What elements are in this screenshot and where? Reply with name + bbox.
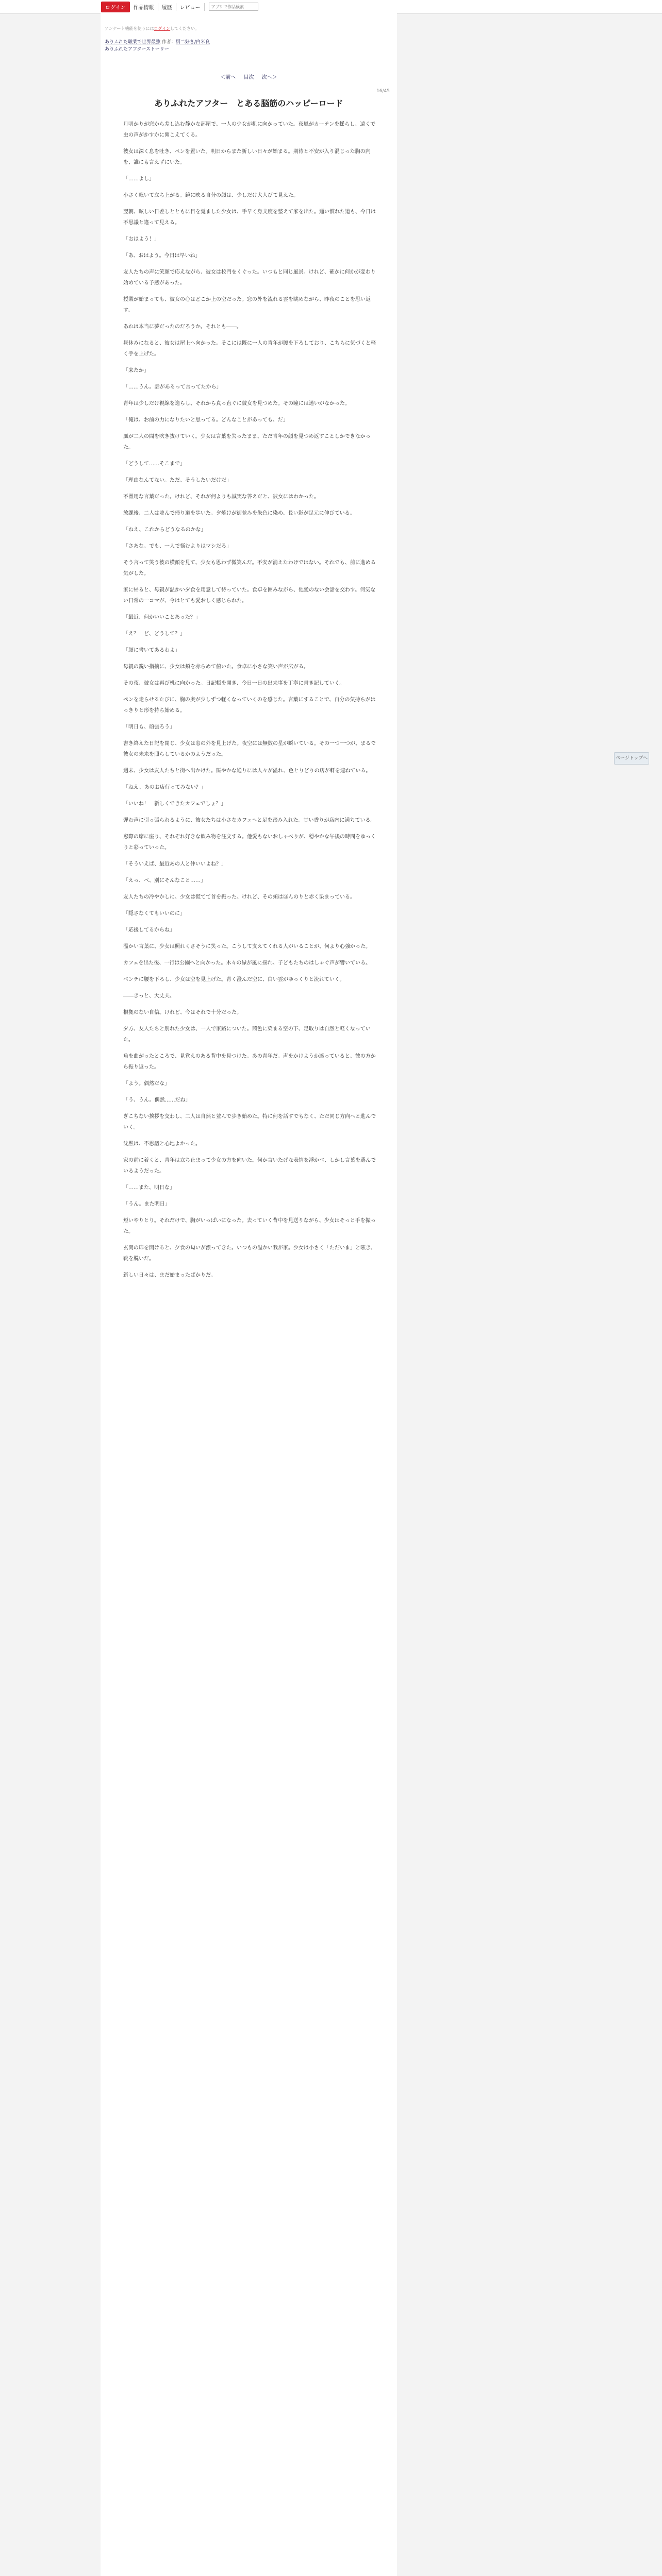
- novel-paragraph: 「……また、明日な」: [123, 1185, 175, 1191]
- nav-item-info[interactable]: 作品情報: [130, 3, 158, 11]
- login-button[interactable]: ログイン: [101, 2, 130, 12]
- novel-paragraph: 「ねえ、これからどうなるのかな」: [123, 527, 206, 533]
- content-wrap: [101, 13, 397, 1286]
- navbar-inner: [101, 2, 258, 11]
- novel-paragraph: 「来たか」: [123, 368, 149, 374]
- novel-paragraph: 「よう。偶然だな」: [123, 1081, 170, 1087]
- novel-paragraph: 昼休みになると、彼女は屋上へ向かった。そこには既に一人の青年が腰を下ろしており、こちらに気づくと軽く手を上げた。: [123, 341, 376, 357]
- novel-paragraph: 夕方、友人たちと別れた少女は、一人で家路についた。茜色に染まる空の下、足取りは自然と軽くなっていた。: [123, 1026, 371, 1043]
- novel-paragraph: 「え？ ど、どうして？」: [123, 631, 185, 637]
- novel-paragraph: 「どうして……そこまで」: [123, 461, 185, 467]
- novel-paragraph: 角を曲がったところで、見覚えのある背中を見つけた。あの青年だ。声をかけようか迷っていると、彼の方から振り返った。: [123, 1054, 376, 1070]
- novel-paragraph: 「うん。また明日」: [123, 1201, 170, 1207]
- novel-paragraph: 短いやりとり。それだけで、胸がいっぱいになった。去っていく背中を見送りながら、少女はそっと手を振った。: [123, 1218, 376, 1234]
- novel-paragraph: 彼女は深く息を吐き、ペンを置いた。明日からまた新しい日々が始まる。期待と不安が入り混じった胸の内を、誰にも言えずにいた。: [123, 149, 371, 165]
- novel-paragraph: ベンチに腰を下ろし、少女は空を見上げた。青く澄んだ空に、白い雲がゆっくりと流れていく。: [123, 977, 345, 982]
- top-navbar: [0, 0, 662, 14]
- novel-paragraph: 弾む声に引っ張られるように、彼女たちは小さなカフェへと足を踏み入れた。甘い香りが店内に満ちている。: [123, 818, 376, 823]
- chapter-pager: [101, 73, 397, 80]
- novel-paragraph: あれは本当に夢だったのだろうか。それとも――。: [123, 324, 242, 330]
- novel-paragraph: 玄関の扉を開けると、夕食の匂いが漂ってきた。いつもの温かい我が家。少女は小さく「ただいま」と呟き、靴を脱いだ。: [123, 1245, 376, 1262]
- novel-paragraph: カフェを出た後、一行は公園へと向かった。木々の緑が風に揺れ、子どもたちのはしゃぐ声が響いている。: [123, 960, 371, 966]
- nav-item-review[interactable]: レビュー: [176, 3, 205, 11]
- novel-paragraph: 沈黙は、不思議と心地よかった。: [123, 1141, 201, 1147]
- novel-paragraph: 授業が始まっても、彼女の心はどこか上の空だった。窓の外を流れる雲を眺めながら、昨夜のことを思い返す。: [123, 297, 371, 313]
- novel-paragraph: 母親の鋭い指摘に、少女は頬を赤らめて俯いた。食卓に小さな笑い声が広がる。: [123, 664, 309, 670]
- novel-paragraph: ――きっと、大丈夫。: [123, 993, 175, 999]
- novel-paragraph: 友人たちの声に笑顔で応えながら、彼女は校門をくぐった。いつもと同じ風景。けれど、確かに何かが変わり始めている予感があった。: [123, 269, 376, 286]
- search-input[interactable]: [209, 3, 258, 11]
- novel-paragraph: 「理由なんてない。ただ、そうしたいだけだ」: [123, 478, 231, 483]
- novel-paragraph: その夜、彼女は再び机に向かった。日記帳を開き、今日一日の出来事を丁寧に書き記していく。: [123, 681, 345, 686]
- novel-paragraph: 窓際の席に座り、それぞれ好きな飲み物を注文する。他愛もないおしゃべりが、穏やかな午後の時間をゆっくりと彩っていった。: [123, 834, 376, 851]
- novel-paragraph: 「俺は、お前の力になりたいと思ってる。どんなことがあっても、だ」: [123, 417, 288, 423]
- series-title-link[interactable]: ありふれた職業で世界最強: [105, 40, 161, 45]
- novel-paragraph: 青年は少しだけ視線を逸らし、それから真っ直ぐに彼女を見つめた。その瞳には迷いがなかった。: [123, 401, 350, 406]
- novel-paragraph: 風が二人の間を吹き抜けていく。少女は言葉を失ったまま、ただ青年の顔を見つめ返すことしかできなかった。: [123, 434, 371, 450]
- novel-paragraph: 週末、少女は友人たちと街へ出かけた。賑やかな通りには人々が溢れ、色とりどりの店が軒を連ねている。: [123, 768, 371, 774]
- novel-paragraph: 「明日も、頑張ろう」: [123, 724, 175, 730]
- novel-paragraph: ペンを走らせるたびに、胸の奥が少しずつ軽くなっていくのを感じた。言葉にすることで、自分の気持ちがはっきりと形を持ち始める。: [123, 697, 376, 714]
- novel-paragraph: 不器用な言葉だった。けれど、それが何よりも誠実な答えだと、彼女にはわかった。: [123, 494, 319, 500]
- notice-suffix: してください。: [170, 26, 200, 31]
- novel-paragraph: 小さく呟いて立ち上がる。鏡に映る自分の顔は、少しだけ大人びて見えた。: [123, 193, 299, 198]
- novel-paragraph: 「おはよう！」: [123, 236, 159, 242]
- novel-paragraph: 書き終えた日記を閉じ、少女は窓の外を見上げた。夜空には無数の星が瞬いている。その一つ一つが、まるで彼女の未来を照らしているかのようだった。: [123, 741, 376, 757]
- nav-item-history[interactable]: 履歴: [158, 3, 176, 11]
- novel-paragraph: 「あ、おはよう。今日は早いね」: [123, 253, 201, 259]
- novel-paragraph: 「さあな。でも、一人で悩むよりはマシだろ」: [123, 544, 231, 549]
- toc-link[interactable]: 目次: [243, 75, 254, 80]
- novel-paragraph: 「ねえ、あのお店行ってみない？」: [123, 785, 206, 790]
- novel-paragraph: 「……うん。話があるって言ってたから」: [123, 384, 222, 390]
- novel-paragraph: 家に帰ると、母親が温かい夕食を用意して待っていた。食卓を囲みながら、他愛のない会話を交わす。何気ない日常の一コマが、今はとても愛おしく感じられた。: [123, 587, 376, 604]
- prev-chapter-link[interactable]: ＜前へ: [220, 75, 236, 80]
- author-link[interactable]: 厨二好き/白米良: [175, 40, 210, 45]
- survey-notice: [101, 13, 397, 31]
- novel-paragraph: 「隠さなくてもいいのに」: [123, 911, 185, 917]
- novel-paragraph: 「う、うん。偶然……だね」: [123, 1097, 191, 1103]
- notice-prefix: アンケート機能を使うには: [105, 26, 154, 31]
- novel-paragraph: 翌朝、眩しい日差しとともに目を覚ました少女は、手早く身支度を整えて家を出た。通い慣れた道も、今日は不思議と違って見える。: [123, 209, 376, 226]
- series-meta: [101, 31, 397, 53]
- novel-paragraph: 月明かりが窓から差し込む静かな部屋で、一人の少女が机に向かっていた。夜風がカーテンを揺らし、遠くで虫の声がかすかに聞こえてくる。: [123, 122, 376, 138]
- novel-paragraph: 「えっ、べ、別にそんなこと……」: [123, 878, 206, 884]
- notice-login-link[interactable]: ログイン: [154, 26, 171, 31]
- novel-paragraph: 「応援してるからね」: [123, 927, 175, 933]
- series-row: [105, 39, 397, 46]
- page-top-button[interactable]: ページトップへ: [614, 752, 649, 765]
- novel-paragraph: 「顔に書いてあるわよ」: [123, 648, 180, 653]
- chapter-title: ありふれたアフター とある脳筋のハッピーロード: [154, 98, 343, 108]
- novel-paragraph: 「最近、何かいいことあった？」: [123, 615, 201, 620]
- chapter-number: 16/45: [376, 89, 390, 94]
- novel-paragraph: 「いいね！ 新しくできたカフェでしょ？」: [123, 801, 226, 807]
- author-label: 作者：: [161, 40, 176, 45]
- novel-body: [101, 109, 397, 1281]
- novel-paragraph: 友人たちの冷やかしに、少女は慌てて首を振った。けれど、その頬はほんのりと赤く染まっている。: [123, 894, 355, 900]
- novel-paragraph: 家の前に着くと、青年は立ち止まって少女の方を向いた。何か言いたげな表情を浮かべ、しかし言葉を選んでいるようだった。: [123, 1158, 376, 1174]
- novel-paragraph: 新しい日々は、まだ始まったばかりだ。: [123, 1273, 216, 1278]
- novel-paragraph: 放課後、二人は並んで帰り道を歩いた。夕焼けが街並みを朱色に染め、長い影が足元に伸びている。: [123, 511, 355, 516]
- novel-paragraph: ぎこちない挨拶を交わし、二人は自然と並んで歩き始めた。特に何を話すでもなく、ただ同じ方向へと進んでいく。: [123, 1114, 376, 1130]
- series-subtitle: ありふれたアフターストーリー: [105, 47, 169, 52]
- novel-paragraph: 「そういえば、最近あの人と仲いいよね？」: [123, 861, 226, 867]
- novel-paragraph: 「……よし」: [123, 176, 154, 182]
- novel-paragraph: そう言って笑う彼の横顔を見て、少女も思わず微笑んだ。不安が消えたわけではない。それでも、前に進める気がした。: [123, 560, 376, 577]
- next-chapter-link[interactable]: 次へ＞: [261, 75, 277, 80]
- novel-paragraph: 温かい言葉に、少女は照れくさそうに笑った。こうして支えてくれる人がいることが、何より心強かった。: [123, 944, 371, 950]
- novel-paragraph: 根拠のない自信。けれど、今はそれで十分だった。: [123, 1010, 242, 1015]
